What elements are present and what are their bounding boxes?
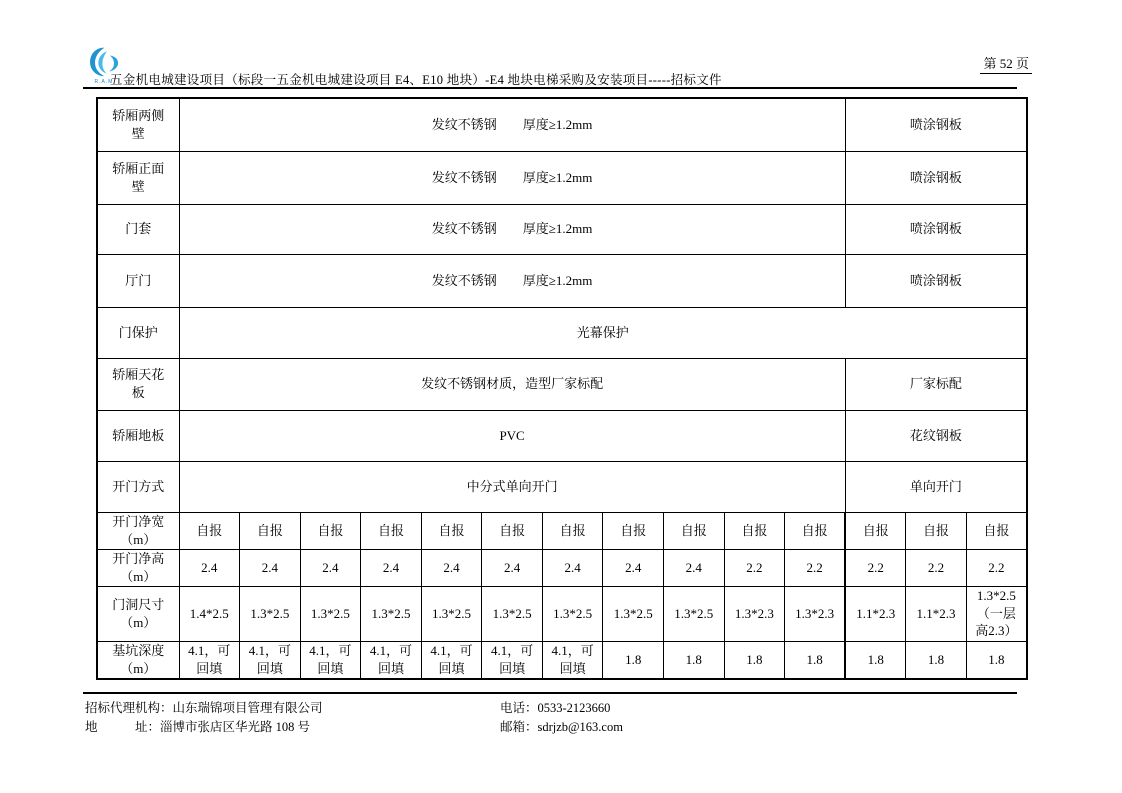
table-row bbox=[97, 98, 1027, 151]
cell: 1.1*2.3 bbox=[845, 586, 906, 641]
row-value: 发纹不锈钢 厚度≥1.2mm bbox=[179, 151, 845, 204]
cell: 1.8 bbox=[603, 641, 664, 679]
row-remark: 喷涂钢板 bbox=[845, 254, 1027, 307]
cell: 1.3*2.5 bbox=[300, 586, 361, 641]
row-value: 发纹不锈钢 厚度≥1.2mm bbox=[179, 98, 845, 151]
cell: 1.1*2.3 bbox=[906, 586, 967, 641]
row-value: 发纹不锈钢 厚度≥1.2mm bbox=[179, 204, 845, 254]
cell: 1.4*2.5 bbox=[179, 586, 240, 641]
address-info: 地 址：淄博市张店区华光路 108 号 bbox=[85, 720, 311, 734]
cell: 自报 bbox=[361, 512, 422, 549]
cell: 1.3*2.5（一层高2.3） bbox=[966, 586, 1027, 641]
cell: 4.1，可回填 bbox=[482, 641, 543, 679]
cell: 1.8 bbox=[724, 641, 785, 679]
cell: 2.4 bbox=[482, 549, 543, 586]
cell: 1.3*2.5 bbox=[664, 586, 725, 641]
cell: 4.1，可回填 bbox=[421, 641, 482, 679]
cell: 2.2 bbox=[845, 549, 906, 586]
row-value: 中分式单向开门 bbox=[179, 461, 845, 512]
cell: 4.1，可回填 bbox=[300, 641, 361, 679]
table-row bbox=[97, 151, 1027, 204]
row-label: 厅门 bbox=[97, 254, 179, 307]
cell: 1.3*2.5 bbox=[361, 586, 422, 641]
row-label: 门洞尺寸（m） bbox=[97, 586, 179, 641]
cell: 自报 bbox=[845, 512, 906, 549]
cell: 2.2 bbox=[906, 549, 967, 586]
table-row bbox=[97, 586, 1027, 641]
table-row bbox=[97, 641, 1027, 679]
table-row bbox=[97, 410, 1027, 461]
table-row bbox=[97, 512, 1027, 549]
cell: 自报 bbox=[724, 512, 785, 549]
row-label: 轿厢两侧壁 bbox=[97, 98, 179, 151]
cell: 2.4 bbox=[240, 549, 301, 586]
cell: 自报 bbox=[240, 512, 301, 549]
cell: 1.3*2.5 bbox=[482, 586, 543, 641]
row-remark: 厂家标配 bbox=[845, 358, 1027, 410]
cell: 1.8 bbox=[845, 641, 906, 679]
cell: 自报 bbox=[179, 512, 240, 549]
cell: 4.1，可回填 bbox=[179, 641, 240, 679]
row-value: 发纹不锈钢材质，造型厂家标配 bbox=[179, 358, 845, 410]
cell: 4.1，可回填 bbox=[361, 641, 422, 679]
row-remark: 花纹钢板 bbox=[845, 410, 1027, 461]
cell: 1.3*2.5 bbox=[603, 586, 664, 641]
cell: 4.1，可回填 bbox=[240, 641, 301, 679]
cell: 2.4 bbox=[179, 549, 240, 586]
table-row bbox=[97, 307, 1027, 358]
elevator-spec-table bbox=[96, 97, 1028, 680]
cell: 2.2 bbox=[966, 549, 1027, 586]
table-row bbox=[97, 204, 1027, 254]
row-label: 开门净高（m） bbox=[97, 549, 179, 586]
cell: 1.3*2.5 bbox=[240, 586, 301, 641]
cell: 2.4 bbox=[300, 549, 361, 586]
footer-line bbox=[85, 717, 1017, 736]
cell: 自报 bbox=[603, 512, 664, 549]
cell: 自报 bbox=[664, 512, 725, 549]
cell: 自报 bbox=[906, 512, 967, 549]
cell: 1.3*2.3 bbox=[724, 586, 785, 641]
cell: 2.2 bbox=[785, 549, 846, 586]
table-row bbox=[97, 461, 1027, 512]
header-divider bbox=[83, 87, 1017, 89]
row-label: 轿厢正面壁 bbox=[97, 151, 179, 204]
cell: 2.4 bbox=[361, 549, 422, 586]
row-value: 发纹不锈钢 厚度≥1.2mm bbox=[179, 254, 845, 307]
phone-info: 电话：0533-2123660 bbox=[500, 701, 611, 715]
footer-line bbox=[85, 698, 1017, 717]
cell: 2.2 bbox=[724, 549, 785, 586]
logo-caption: R.A.M bbox=[94, 79, 114, 85]
row-label: 轿厢天花板 bbox=[97, 358, 179, 410]
cell: 2.4 bbox=[421, 549, 482, 586]
email-info: 邮箱：sdrjzb@163.com bbox=[500, 720, 623, 734]
cell: 1.3*2.5 bbox=[421, 586, 482, 641]
row-label: 开门净宽（m） bbox=[97, 512, 179, 549]
cell: 1.8 bbox=[966, 641, 1027, 679]
row-label: 门套 bbox=[97, 204, 179, 254]
row-remark: 喷涂钢板 bbox=[845, 98, 1027, 151]
row-value: 光幕保护 bbox=[179, 307, 1027, 358]
cell: 2.4 bbox=[664, 549, 725, 586]
table-row bbox=[97, 254, 1027, 307]
cell: 2.4 bbox=[603, 549, 664, 586]
cell: 自报 bbox=[542, 512, 603, 549]
footer-divider bbox=[83, 692, 1017, 694]
row-label: 基坑深度（m） bbox=[97, 641, 179, 679]
cell: 1.8 bbox=[664, 641, 725, 679]
row-remark: 喷涂钢板 bbox=[845, 151, 1027, 204]
row-remark: 单向开门 bbox=[845, 461, 1027, 512]
cell: 自报 bbox=[785, 512, 846, 549]
cell: 自报 bbox=[482, 512, 543, 549]
footer bbox=[85, 698, 1017, 736]
table-row bbox=[97, 549, 1027, 586]
cell: 1.3*2.3 bbox=[785, 586, 846, 641]
row-remark: 喷涂钢板 bbox=[845, 204, 1027, 254]
cell: 1.8 bbox=[785, 641, 846, 679]
row-label: 开门方式 bbox=[97, 461, 179, 512]
table-row bbox=[97, 358, 1027, 410]
cell: 2.4 bbox=[542, 549, 603, 586]
cell: 自报 bbox=[421, 512, 482, 549]
row-label: 门保护 bbox=[97, 307, 179, 358]
cell: 1.3*2.5 bbox=[542, 586, 603, 641]
agency-info: 招标代理机构：山东瑞锦项目管理有限公司 bbox=[85, 701, 323, 715]
row-label: 轿厢地板 bbox=[97, 410, 179, 461]
row-value: PVC bbox=[179, 410, 845, 461]
document-title: 五金机电城建设项目（标段一五金机电城建设项目 E4、E10 地块）-E4 地块电梯采购及安装项目-----招标文件 bbox=[110, 73, 722, 87]
cell: 自报 bbox=[300, 512, 361, 549]
cell: 4.1，可回填 bbox=[542, 641, 603, 679]
cell: 1.8 bbox=[906, 641, 967, 679]
page-number: 第 52 页 bbox=[980, 53, 1032, 74]
cell: 自报 bbox=[966, 512, 1027, 549]
